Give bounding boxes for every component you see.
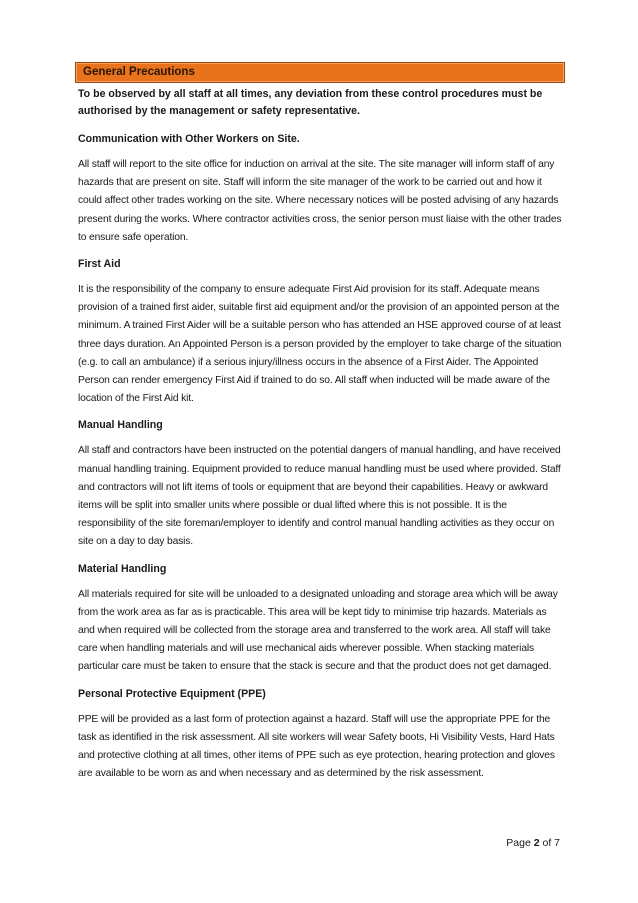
- heading-ppe: Personal Protective Equipment (PPE): [78, 687, 266, 700]
- heading-first-aid: First Aid: [78, 258, 121, 271]
- document-content: [78, 86, 564, 792]
- paragraph-communication: All staff will report to the site office for induction on arrival at the site. The site manager will inform staff of any hazards that are present on site. Staff will inform the site manager of the work to be carried out and how it could affect other trades working on the site. Where necessary notices will be posted advising of any hazards present during the works. Where contractor activities cross, the senior person must liaise with the other trades to ensure safe operation.: [78, 159, 562, 243]
- intro-statement: To be observed by all staff at all times, any deviation from these control procedures must be authorised by the management or safety representative.: [78, 88, 543, 117]
- page-number: [506, 837, 560, 849]
- page-number-prefix: Page: [506, 837, 534, 849]
- page-number-total: 7: [554, 837, 560, 849]
- heading-material-handling: Material Handling: [78, 562, 167, 575]
- heading-communication: Communication with Other Workers on Site.: [78, 133, 300, 145]
- heading-manual-handling: Manual Handling: [78, 419, 163, 432]
- page-number-current: 2: [533, 837, 540, 849]
- paragraph-manual-handling: All staff and contractors have been instructed on the potential dangers of manual handling, and have received manual handling training. Equipment provided to reduce manual handling must be used where provided. Staff and contractors will not lift items of tools or equipment that are beyond their capabilities. Heavy or awkward items will be split into smaller units where possible or dual lifted where this is not possible. It is the responsibility of the site foreman/employer to identify and control manual handling activities as they occur on site on a day to day basis.: [78, 445, 561, 548]
- paragraph-material-handling: All materials required for site will be unloaded to a designated unloading and storage area which will be away from the work area as far as is practicable. This area will be kept tidy to minimise trip hazards. Materials as and when required will be collected from the storage area and transferred to the work area. All staff will take care when handling materials and will use mechanical aids wherever possible. When stacking materials particular care must be taken to ensure that the stack is secure and that the product does not get damaged.: [78, 588, 558, 673]
- paragraph-first-aid: It is the responsibility of the company to ensure adequate First Aid provision for its staff. Adequate means provision of a trained first aider, suitable first aid equipment and/or the provision of an appointed person at the minimum. A trained First Aider will be a suitable person who has attended an HSE approved course of at least three days duration. An Appointed Person is a person provided by the employer to take charge of the situation (e.g. to call an ambulance) if a serious injury/illness occurs in the absence of a First Aider. The Appointed Person can render emergency First Aid if trained to do so. All staff when inducted will be made aware of the location of the First Aid kit.: [78, 284, 562, 405]
- paragraph-ppe: PPE will be provided as a last form of protection against a hazard. Staff will use the appropriate PPE for the task as identified in the risk assessment. All site workers will wear Safety boots, Hi Visibility Vests, Hard Hats and protective clothing at all times, other items of PPE such as eye protection, hearing protection and gloves are available to be worn as and when necessary and as determined by the risk assessment.: [78, 713, 555, 780]
- page-number-separator: of: [539, 837, 555, 849]
- section-title-bar: [75, 62, 565, 83]
- section-title: General Precautions: [83, 66, 195, 78]
